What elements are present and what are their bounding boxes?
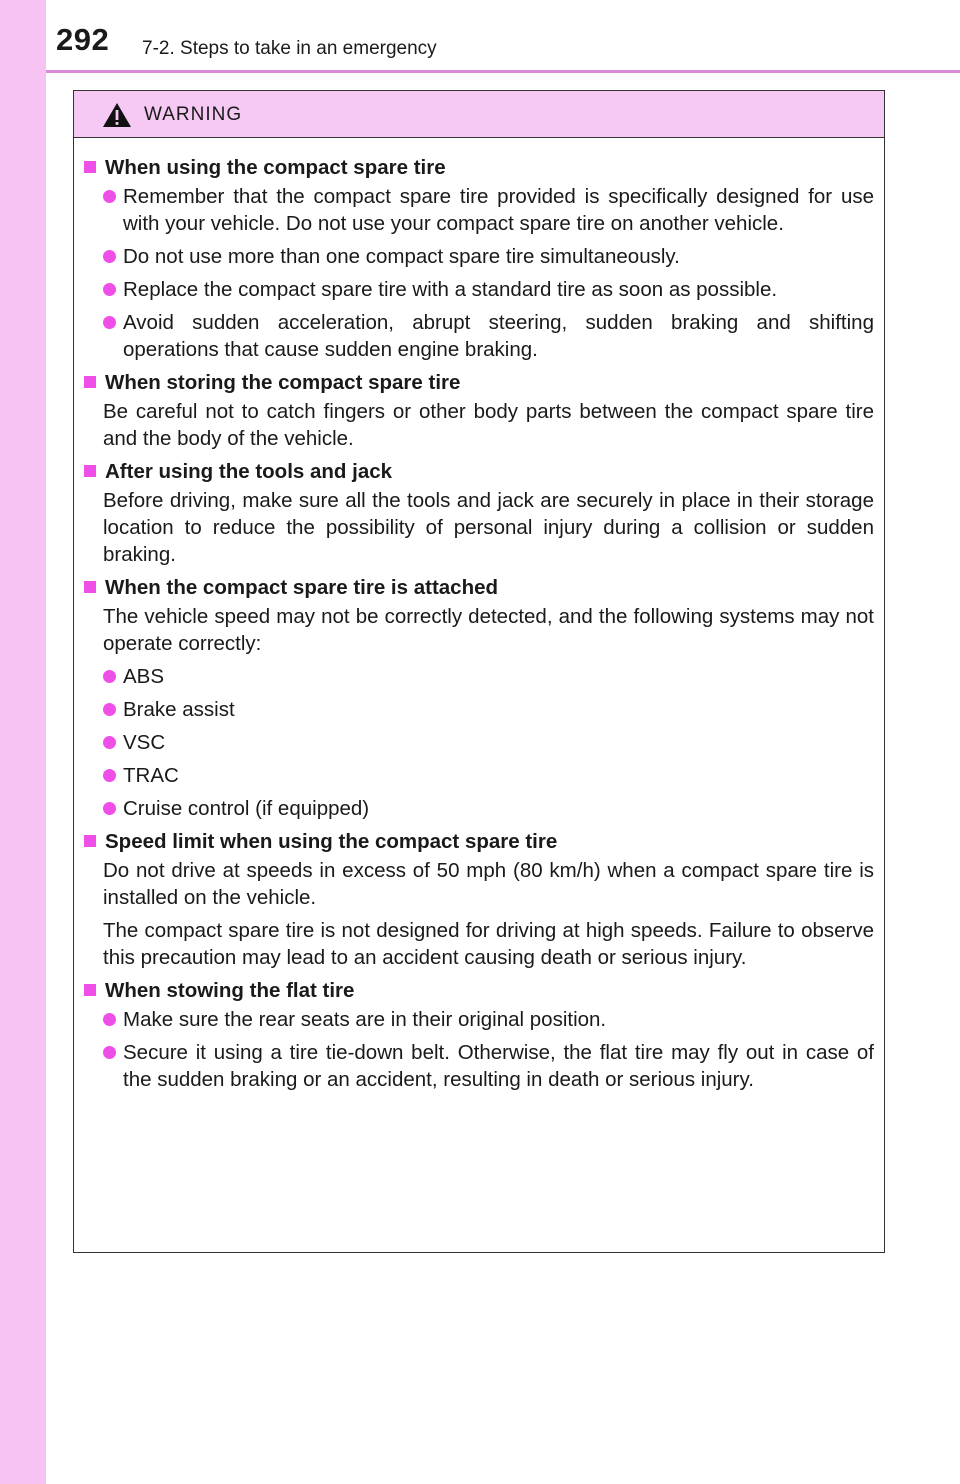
- round-bullet-icon: [103, 703, 116, 716]
- section-text: The compact spare tire is not designed for driving at high speeds. Failure to observe this precaution may lead to an accident causing death or serious injury.: [103, 919, 874, 969]
- list-item: Cruise control (if equipped): [103, 795, 874, 822]
- list-item: ABS: [103, 663, 874, 690]
- section-stowing-flat: [84, 977, 874, 1093]
- section-heading: When the compact spare tire is attached: [84, 574, 874, 601]
- list-item: Avoid sudden acceleration, abrupt steering, sudden braking and shifting operations that cause sudden engine braking.: [103, 309, 874, 363]
- list-item: Make sure the rear seats are in their original position.: [103, 1006, 874, 1033]
- round-bullet-icon: [103, 670, 116, 683]
- round-bullet-icon: [103, 316, 116, 329]
- warning-body: [74, 138, 884, 1093]
- section-heading: When stowing the flat tire: [84, 977, 874, 1004]
- section-text: Before driving, make sure all the tools and jack are securely in place in their storage location to reduce the possibility of personal injury during a collision or sudden braking.: [103, 489, 874, 566]
- square-bullet-icon: [84, 161, 96, 173]
- section-storing-spare: [84, 369, 874, 452]
- section-text: Be careful not to catch fingers or other body parts between the compact spare tire and the body of the vehicle.: [103, 400, 874, 450]
- list-item: Remember that the compact spare tire provided is specifically designed for use with your vehicle. Do not use your compact spare tire on another vehicle.: [103, 183, 874, 237]
- round-bullet-icon: [103, 1046, 116, 1059]
- side-color-stripe: [0, 0, 46, 1484]
- page-number: 292: [56, 22, 110, 57]
- warning-box: [73, 90, 885, 1253]
- list-item: Brake assist: [103, 696, 874, 723]
- section-heading: After using the tools and jack: [84, 458, 874, 485]
- section-speed-limit: [84, 828, 874, 971]
- section-heading: Speed limit when using the compact spare tire: [84, 828, 874, 855]
- section-heading: When storing the compact spare tire: [84, 369, 874, 396]
- round-bullet-icon: [103, 736, 116, 749]
- round-bullet-icon: [103, 190, 116, 203]
- section-tools-jack: [84, 458, 874, 568]
- list-item: Do not use more than one compact spare tire simultaneously.: [103, 243, 874, 270]
- header-rule: [46, 70, 960, 73]
- warning-header: [74, 91, 884, 138]
- section-heading: When using the compact spare tire: [84, 154, 874, 181]
- square-bullet-icon: [84, 376, 96, 388]
- warning-label: WARNING: [144, 104, 243, 125]
- section-spare-attached: [84, 574, 874, 822]
- round-bullet-icon: [103, 283, 116, 296]
- round-bullet-icon: [103, 802, 116, 815]
- square-bullet-icon: [84, 581, 96, 593]
- square-bullet-icon: [84, 984, 96, 996]
- warning-triangle-icon: [102, 102, 132, 128]
- list-item: VSC: [103, 729, 874, 756]
- square-bullet-icon: [84, 835, 96, 847]
- section-text: Do not drive at speeds in excess of 50 mph (80 km/h) when a compact spare tire is installed on the vehicle.: [103, 859, 874, 909]
- section-title: 7-2. Steps to take in an emergency: [142, 38, 437, 59]
- section-text: The vehicle speed may not be correctly detected, and the following systems may not operate correctly:: [103, 605, 874, 655]
- section-compact-spare-use: [84, 154, 874, 363]
- round-bullet-icon: [103, 250, 116, 263]
- square-bullet-icon: [84, 465, 96, 477]
- round-bullet-icon: [103, 769, 116, 782]
- list-item: TRAC: [103, 762, 874, 789]
- list-item: Replace the compact spare tire with a standard tire as soon as possible.: [103, 276, 874, 303]
- round-bullet-icon: [103, 1013, 116, 1026]
- list-item: Secure it using a tire tie-down belt. Otherwise, the flat tire may fly out in case of the sudden braking or an accident, resulting in death or serious injury.: [103, 1039, 874, 1093]
